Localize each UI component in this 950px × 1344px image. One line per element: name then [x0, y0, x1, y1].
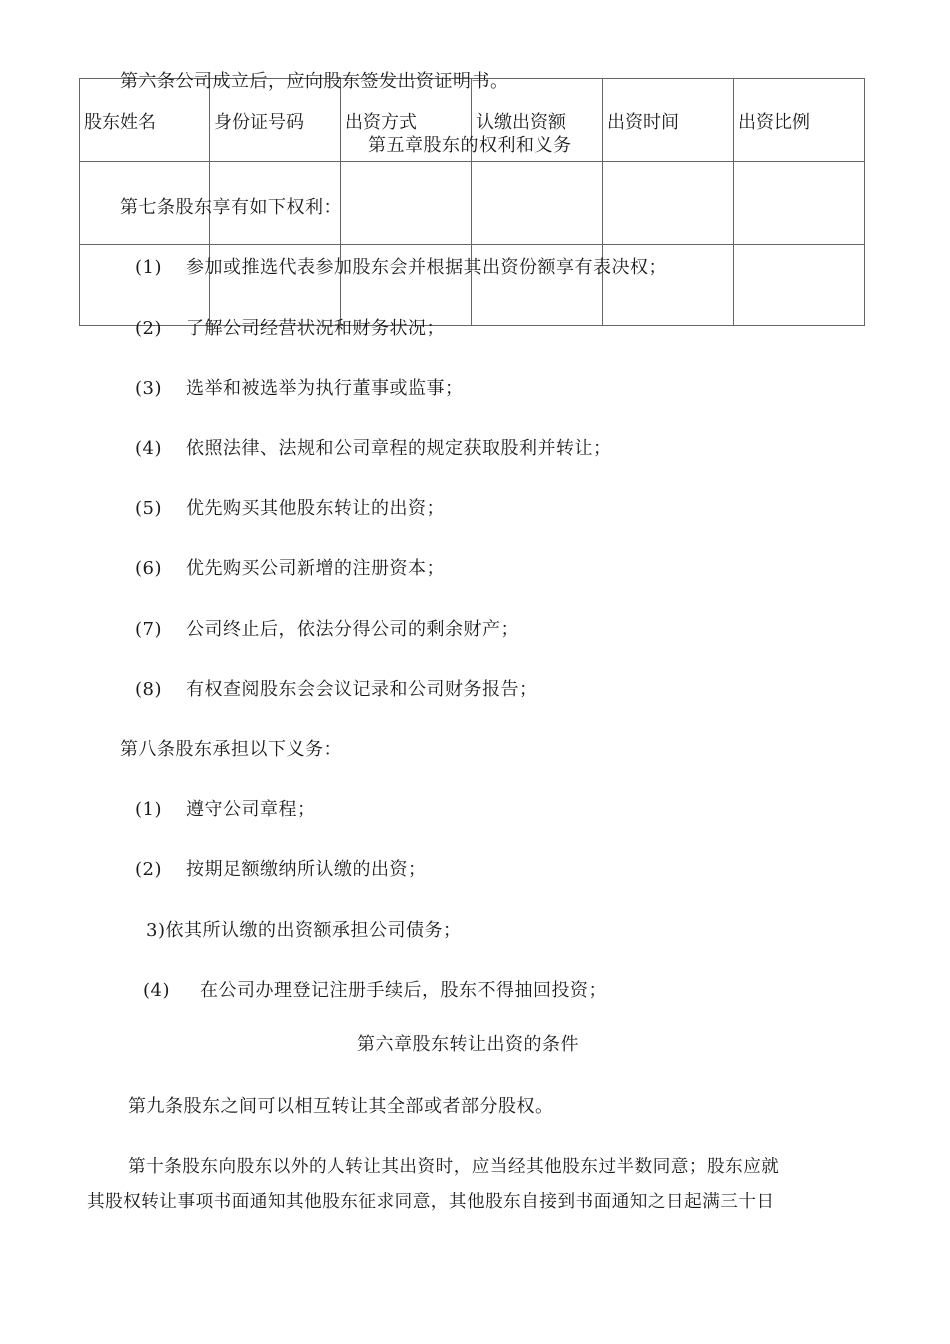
right-3-number: (3) — [135, 378, 162, 399]
right-6-text: 优先购买公司新增的注册资本； — [186, 558, 445, 579]
right-1-text: 参加或推选代表参加股东会并根据其出资份额享有表决权； — [186, 257, 667, 278]
chapter-6-title: 第六章股东转让出资的条件 — [357, 1034, 579, 1055]
header-cell-name: 股东姓名 — [80, 79, 210, 162]
right-7-number: (7) — [135, 619, 162, 640]
duty-3-text: 3)依其所认缴的出资额承担公司债务； — [146, 920, 462, 941]
article-7: 第七条股东享有如下权利： — [120, 197, 342, 218]
article-10-line-1: 第十条股东向股东以外的人转让其出资时，应当经其他股东过半数同意；股东应就 — [128, 1157, 780, 1177]
right-2-number: (2) — [135, 318, 162, 339]
header-cell-amount: 认缴出资额 — [472, 79, 603, 162]
right-2-text: 了解公司经营状况和财务状况； — [186, 318, 445, 339]
right-8-number: (8) — [135, 679, 162, 700]
header-cell-id: 身份证号码 — [210, 79, 341, 162]
table-cell — [341, 162, 472, 245]
right-6-number: (6) — [135, 558, 162, 579]
right-3-text: 选举和被选举为执行董事或监事； — [186, 378, 464, 399]
right-4-number: (4) — [135, 438, 162, 459]
table-cell — [734, 162, 865, 245]
right-5-text: 优先购买其他股东转让的出资； — [186, 498, 445, 519]
table-cell — [734, 245, 865, 326]
right-8-text: 有权查阅股东会会议记录和公司财务报告； — [186, 679, 538, 700]
article-10-line-2: 其股权转让事项书面通知其他股东征求同意，其他股东自接到书面通知之日起满三十日 — [87, 1192, 775, 1212]
article-8: 第八条股东承担以下义务： — [120, 739, 342, 760]
article-9: 第九条股东之间可以相互转让其全部或者部分股权。 — [128, 1096, 554, 1117]
right-4-text: 依照法律、法规和公司章程的规定获取股利并转让； — [186, 438, 612, 459]
header-cell-method: 出资方式 — [341, 79, 472, 162]
duty-1-text: 遵守公司章程； — [186, 799, 316, 820]
duty-1-number: (1) — [135, 799, 162, 820]
table-cell — [603, 162, 734, 245]
chapter-5-title: 第五章股东的权利和义务 — [368, 135, 572, 156]
duty-4-text: 在公司办理登记注册手续后，股东不得抽回投资； — [200, 980, 607, 1001]
duty-2-number: (2) — [135, 859, 162, 880]
right-7-text: 公司终止后，依法分得公司的剩余财产； — [186, 619, 519, 640]
header-cell-time: 出资时间 — [603, 79, 734, 162]
right-1-number: (1) — [135, 257, 162, 278]
article-6: 第六条公司成立后，应向股东签发出资证明书。 — [120, 71, 509, 92]
right-5-number: (5) — [135, 498, 162, 519]
table-cell — [472, 162, 603, 245]
duty-2-text: 按期足额缴纳所认缴的出资； — [186, 859, 427, 880]
duty-4-number: (4) — [143, 980, 170, 1001]
header-cell-ratio: 出资比例 — [734, 79, 865, 162]
